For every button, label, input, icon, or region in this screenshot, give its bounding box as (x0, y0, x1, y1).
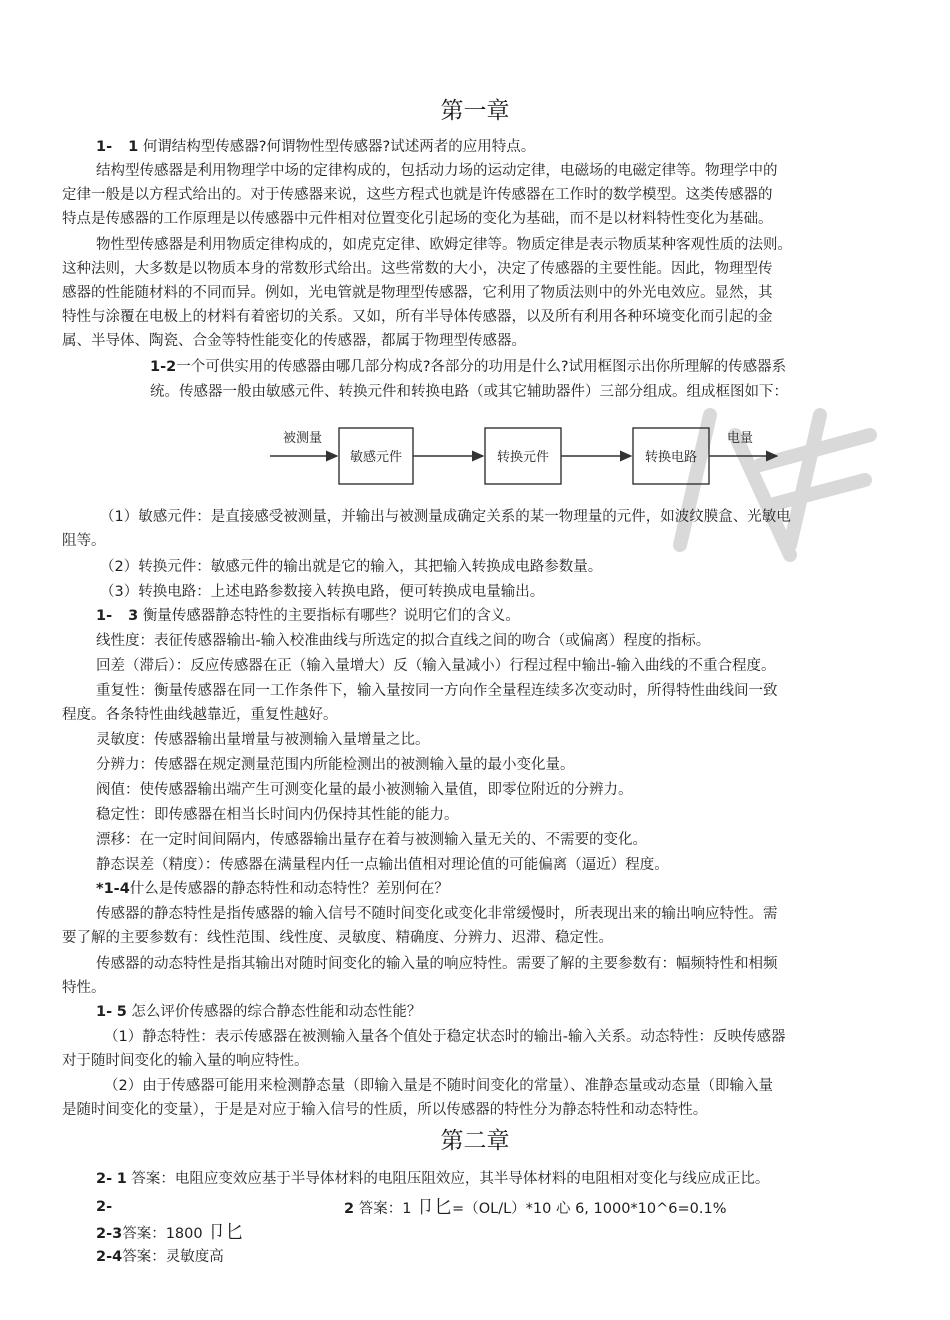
paragraph-line: 特性。 (62, 980, 106, 996)
answer-2-2-number (96, 1198, 112, 1217)
chapter-1-title: 第一章 (440, 98, 510, 124)
question-number-suffix: 1 (128, 139, 139, 155)
question-number: 1-2 (150, 359, 177, 375)
question-1-4 (96, 880, 449, 899)
paragraph-line: 结构型传感器是利用物理学中场的定律构成的，包括动力场的运动定律，电磁场的电磁定律等。物理学中的 (96, 163, 778, 179)
paragraph-line: 对于随时间变化的输入量的响应特性。 (62, 1053, 309, 1069)
question-1-2 (150, 358, 786, 377)
paragraph-line: 阻等。 (62, 533, 106, 549)
definition-sensitivity: 灵敏度：传感器输出量增量与被测输入量增量之比。 (96, 732, 430, 748)
answer-2-3 (96, 1223, 243, 1244)
definition-hysteresis: 回差（滞后）：反应传感器在正（输入量增大）反（输入量减小）行程过程中输出-输入曲线的不重合程度。 (96, 658, 776, 674)
question-number: *1-4 (96, 881, 130, 897)
paragraph-line: （1）敏感元件：是直接感受被测量，并输出与被测量成确定关系的某一物理量的元件，如波纹膜盒、光敏电 (100, 509, 791, 525)
answer-text: 答案：1800 (122, 1226, 203, 1242)
paragraph-line: 传感器的动态特性是指其输出对随时间变化的输入量的响应特性。需要了解的主要参数有：幅频特性和相频 (96, 956, 778, 972)
question-number: 1- (96, 608, 113, 624)
paragraph-line: 感器的性能随材料的不同而异。例如，光电管就是物理型传感器，它利用了物质法则中的外光电效应。显然，其 (62, 285, 773, 301)
answer-2-1 (96, 1170, 769, 1189)
definition-static-error: 静态误差（精度）：传感器在满量程内任一点输出值相对理论值的可能偏离（逼近）程度。 (96, 857, 669, 873)
question-number: 1- (96, 139, 113, 155)
paragraph-line: 统。传感器一般由敏感元件、转换元件和转换电路（或其它辅助器件）三部分组成。组成框图如下： (150, 384, 788, 400)
answer-text: 答案：灵敏度高 (122, 1249, 224, 1265)
question-text: 衡量传感器静态特性的主要指标有哪些？说明它们的含义。 (142, 608, 520, 624)
answer-2-4 (96, 1248, 224, 1267)
definition-linearity: 线性度：表征传感器输出-输入校准曲线与所选定的拟合直线之间的吻合（或偏离）程度的指标。 (96, 633, 711, 649)
definition-repeatability: 重复性：衡量传感器在同一工作条件下，输入量按同一方向作全量程连续多次变动时，所得特性曲线间一致 (96, 683, 778, 699)
question-number: 2- (96, 1171, 113, 1187)
answer-formula: =（OL/L）*10 心 6, 1000*10^6=0.1% (452, 1201, 727, 1217)
output-label: 电量 (727, 431, 754, 446)
paragraph-line: 物性型传感器是利用物质定律构成的，如虎克定律、欧姆定律等。物质定律是表示物质某种客观性质的法则。 (96, 237, 792, 253)
paragraph-line: （2）转换元件：敏感元件的输出就是它的输入，其把输入转换成电路参数量。 (100, 559, 603, 575)
paragraph-line: 程度。各条特性曲线越靠近，重复性越好。 (62, 707, 338, 723)
definition-threshold: 阀值：使传感器输出端产生可测变化量的最小被测输入量值，即零位附近的分辨力。 (96, 782, 633, 798)
question-number: 2-4 (96, 1249, 123, 1265)
input-label: 被测量 (283, 431, 323, 446)
definition-drift: 漂移：在一定时间间隔内，传感器输出量存在着与被测输入量无关的、不需要的变化。 (96, 832, 647, 848)
answer-2-2 (344, 1198, 726, 1219)
question-text: 一个可供实用的传感器由哪几部分构成?各部分的功用是什么?试用框图示出你所理解的传感器系 (176, 359, 787, 375)
conversion-circuit-label: 转换电路 (644, 450, 698, 465)
question-number-suffix: 3 (128, 608, 139, 624)
strain-unit-symbol: 卩匕 (207, 1222, 244, 1243)
paragraph-line: 要了解的主要参数有：线性范围、线性度、灵敏度、精确度、分辨力、迟滞、稳定性。 (62, 930, 613, 946)
question-1-3 (96, 607, 520, 626)
question-number-suffix: 5 (116, 1004, 127, 1020)
paragraph-line: 这种法则，大多数是以物质本身的常数形式给出。这些常数的大小，决定了传感器的主要性能。因此，物理型传 (62, 261, 773, 277)
question-text: 何谓结构型传感器?何谓物性型传感器?试述两者的应用特点。 (142, 139, 536, 155)
question-1-1 (96, 138, 535, 157)
paragraph-line: （1）静态特性：表示传感器在被测输入量各个值处于稳定状态时的输出-输入关系。动态特性：反映传感器 (104, 1029, 786, 1045)
answer-text: 答案：电阻应变效应基于半导体材料的电阻压阻效应，其半导体材料的电阻相对变化与线应成正比。 (131, 1171, 770, 1187)
paragraph-line: 是随时间变化的变量），于是是对应于输入信号的性质，所以传感器的特性分为静态特性和动态特性。 (62, 1102, 708, 1118)
strain-unit-symbol: 卩匕 (416, 1197, 453, 1218)
paragraph-line: （3）转换电路：上述电路参数接入转换电路，便可转换成电量输出。 (100, 584, 545, 600)
answer-text: 答案：1 (358, 1201, 412, 1217)
question-text: 怎么评价传感器的综合静态性能和动态性能？ (131, 1004, 422, 1020)
sensor-block-diagram (255, 418, 785, 490)
definition-resolution: 分辨力：传感器在规定测量范围内所能检测出的被测输入量的最小变化量。 (96, 757, 575, 773)
question-1-5 (96, 1003, 421, 1022)
sensing-element-label: 敏感元件 (349, 450, 403, 465)
definition-stability: 稳定性：即传感器在相当长时间内仍保持其性能的能力。 (96, 807, 459, 823)
chapter-2-title: 第二章 (440, 1128, 510, 1154)
question-number: 1- (96, 1004, 113, 1020)
question-number: 2- (96, 1199, 113, 1215)
question-number: 2-3 (96, 1226, 123, 1242)
question-number-suffix: 2 (344, 1201, 355, 1217)
paragraph-line: （2）由于传感器可能用来检测静态量（即输入量是不随时间变化的常量）、准静态量或动态量（即输入量 (104, 1078, 773, 1094)
paragraph-line: 属、半导体、陶瓷、合金等特性能变化的传感器，都属于物理型传感器。 (62, 333, 526, 349)
paragraph-line: 定律一般是以方程式给出的。对于传感器来说，这些方程式也就是许传感器在工作时的数学模型。这类传感器的 (62, 187, 773, 203)
paragraph-line: 特点是传感器的工作原理是以传感器中元件相对位置变化引起场的变化为基础，而不是以材料特性变化为基础。 (62, 211, 773, 227)
conversion-element-label: 转换元件 (496, 450, 550, 465)
question-text: 什么是传感器的静态特性和动态特性？差别何在？ (129, 881, 449, 897)
question-number-suffix: 1 (116, 1171, 127, 1187)
paragraph-line: 特性与涂覆在电极上的材料有着密切的关系。又如，所有半导体传感器，以及所有利用各种环境变化而引起的金 (62, 309, 773, 325)
paragraph-line: 传感器的静态特性是指传感器的输入信号不随时间变化或变化非常缓慢时，所表现出来的输出响应特性。需 (96, 906, 778, 922)
